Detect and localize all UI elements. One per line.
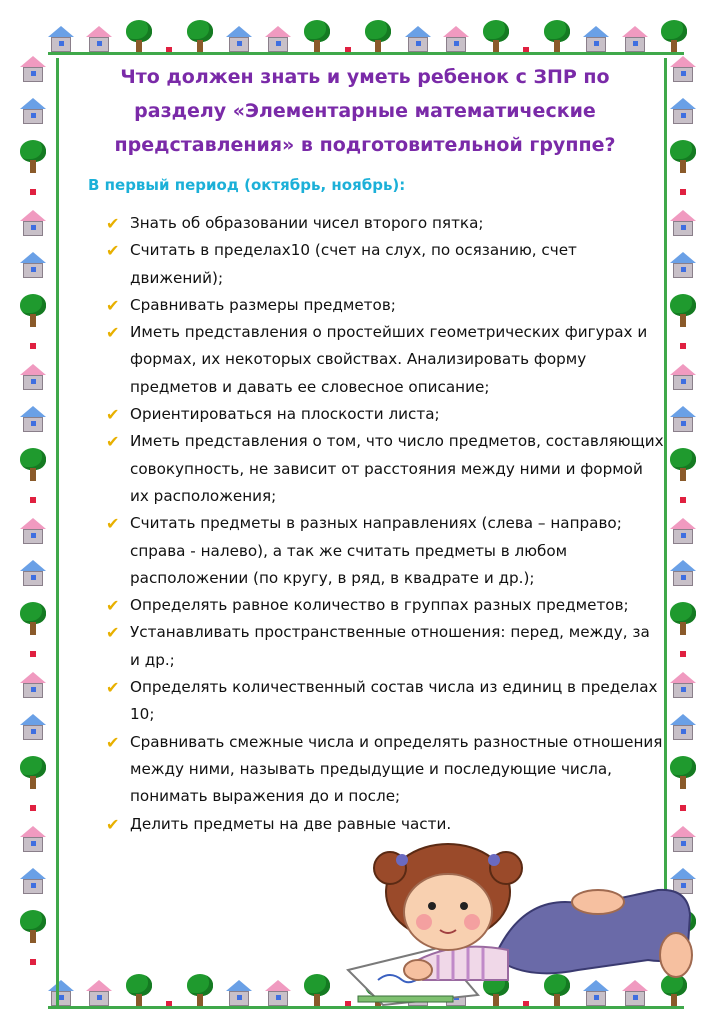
- house-icon: [670, 252, 696, 280]
- checkmark-icon: ✔: [106, 678, 120, 698]
- list-item-text: Иметь представления о том, что число предметов, составляющих совокупность, не зависит от расстояния между ними и формой их расположения;: [130, 432, 664, 505]
- house-icon: [670, 672, 696, 700]
- tree-icon: [669, 140, 697, 174]
- checkmark-icon: ✔: [106, 596, 120, 616]
- house-icon: [20, 406, 46, 434]
- house-icon: [20, 560, 46, 588]
- house-icon: [20, 868, 46, 896]
- house-icon: [20, 826, 46, 854]
- list-item: [104, 674, 664, 729]
- house-icon: [48, 980, 74, 1008]
- list-item: [104, 428, 664, 510]
- house-icon: [20, 364, 46, 392]
- tree-icon: [669, 294, 697, 328]
- tree-icon: [19, 140, 47, 174]
- house-icon: [670, 364, 696, 392]
- flower-icon: [679, 804, 687, 812]
- list-item-text: Иметь представления о простейших геометрических фигурах и формах, их некоторых свойствах. Анализировать форму предметов и давать ее словесное описание;: [130, 323, 648, 396]
- tree-icon: [669, 602, 697, 636]
- list-item-text: Устанавливать пространственные отношения: перед, между, за и др.;: [130, 623, 650, 669]
- list-item-text: Сравнивать смежные числа и определять разностные отношения между ними, называть предыдущие и последующие числа, понимать выражения до и после;: [130, 732, 663, 806]
- house-icon: [86, 26, 112, 54]
- list-item: [104, 237, 664, 292]
- house-icon: [670, 714, 696, 742]
- list-item-text: Считать в пределах10 (счет на слух, по осязанию, счет движений);: [130, 241, 577, 287]
- house-icon: [226, 980, 252, 1008]
- tree-icon: [19, 448, 47, 482]
- tree-icon: [186, 974, 214, 1008]
- list-item: [104, 210, 664, 237]
- tree-icon: [125, 20, 153, 54]
- house-icon: [670, 98, 696, 126]
- frame-ground-line-top: [48, 52, 684, 55]
- house-icon: [20, 714, 46, 742]
- house-icon: [670, 56, 696, 84]
- flower-icon: [29, 342, 37, 350]
- tree-icon: [543, 20, 571, 54]
- tree-icon: [669, 448, 697, 482]
- drawing-girl-illustration: [328, 830, 698, 1010]
- flower-icon: [29, 650, 37, 658]
- list-item: [104, 319, 664, 401]
- frame-ground-line-right: [664, 58, 667, 958]
- house-icon: [20, 56, 46, 84]
- tree-icon: [19, 602, 47, 636]
- checkmark-icon: ✔: [106, 241, 120, 261]
- list-item: [104, 401, 664, 428]
- frame-ground-line-left: [56, 58, 59, 1006]
- tree-icon: [19, 756, 47, 790]
- checkmark-icon: ✔: [106, 405, 120, 425]
- tree-icon: [364, 20, 392, 54]
- period-heading: В первый период (октябрь, ноябрь):: [88, 176, 406, 194]
- list-item: [104, 619, 664, 674]
- house-icon: [265, 26, 291, 54]
- house-icon: [670, 518, 696, 546]
- frame-top-border: [48, 14, 688, 54]
- checkmark-icon: ✔: [106, 814, 120, 834]
- flower-icon: [679, 496, 687, 504]
- house-icon: [226, 26, 252, 54]
- house-icon: [405, 26, 431, 54]
- house-icon: [622, 26, 648, 54]
- tree-icon: [125, 974, 153, 1008]
- checkmark-icon: ✔: [106, 432, 120, 452]
- house-icon: [20, 252, 46, 280]
- house-icon: [443, 26, 469, 54]
- skills-checklist: [104, 210, 664, 838]
- flower-icon: [679, 342, 687, 350]
- house-icon: [583, 26, 609, 54]
- house-icon: [86, 980, 112, 1008]
- checkmark-icon: ✔: [106, 732, 120, 752]
- house-icon: [20, 672, 46, 700]
- list-item-text: Сравнивать размеры предметов;: [130, 295, 396, 314]
- flower-icon: [679, 650, 687, 658]
- house-icon: [265, 980, 291, 1008]
- list-item-text: Определять количественный состав числа из единиц в пределах 10;: [130, 678, 658, 724]
- tree-icon: [669, 756, 697, 790]
- page-title: Что должен знать и уметь ребенок с ЗПР по разделу «Элементарные математические представления» в подготовительной группе?: [114, 66, 616, 156]
- list-item-text: Делить предметы на две равные части.: [130, 814, 452, 833]
- checkmark-icon: ✔: [106, 514, 120, 534]
- tree-icon: [482, 20, 510, 54]
- checkmark-icon: ✔: [106, 214, 120, 233]
- house-icon: [670, 210, 696, 238]
- list-item-text: Считать предметы в разных направлениях (слева – направо; справа - налево), а так же считать предметы в любом расположении (по кругу, в ряд, в квадрате и др.);: [130, 514, 622, 587]
- house-icon: [20, 518, 46, 546]
- checkmark-icon: ✔: [106, 623, 120, 643]
- list-item: [104, 510, 664, 592]
- frame-left-border: [16, 56, 50, 966]
- flower-icon: [29, 496, 37, 504]
- tree-icon: [303, 20, 331, 54]
- flower-icon: [679, 188, 687, 196]
- flower-icon: [29, 958, 37, 966]
- flower-icon: [29, 804, 37, 812]
- house-icon: [20, 98, 46, 126]
- house-icon: [48, 26, 74, 54]
- house-icon: [670, 560, 696, 588]
- list-item-text: Определять равное количество в группах разных предметов;: [130, 596, 629, 615]
- list-item: [104, 729, 664, 811]
- checkmark-icon: ✔: [106, 295, 120, 315]
- checkmark-icon: ✔: [106, 323, 120, 343]
- house-icon: [670, 406, 696, 434]
- list-item: [104, 592, 664, 619]
- tree-icon: [19, 910, 47, 944]
- tree-icon: [186, 20, 214, 54]
- house-icon: [20, 210, 46, 238]
- list-item-text: Ориентироваться на плоскости листа;: [130, 405, 440, 424]
- tree-icon: [660, 20, 688, 54]
- tree-icon: [19, 294, 47, 328]
- flower-icon: [29, 188, 37, 196]
- list-item-text: Знать об образовании чисел второго пятка;: [130, 214, 484, 232]
- list-item: [104, 292, 664, 319]
